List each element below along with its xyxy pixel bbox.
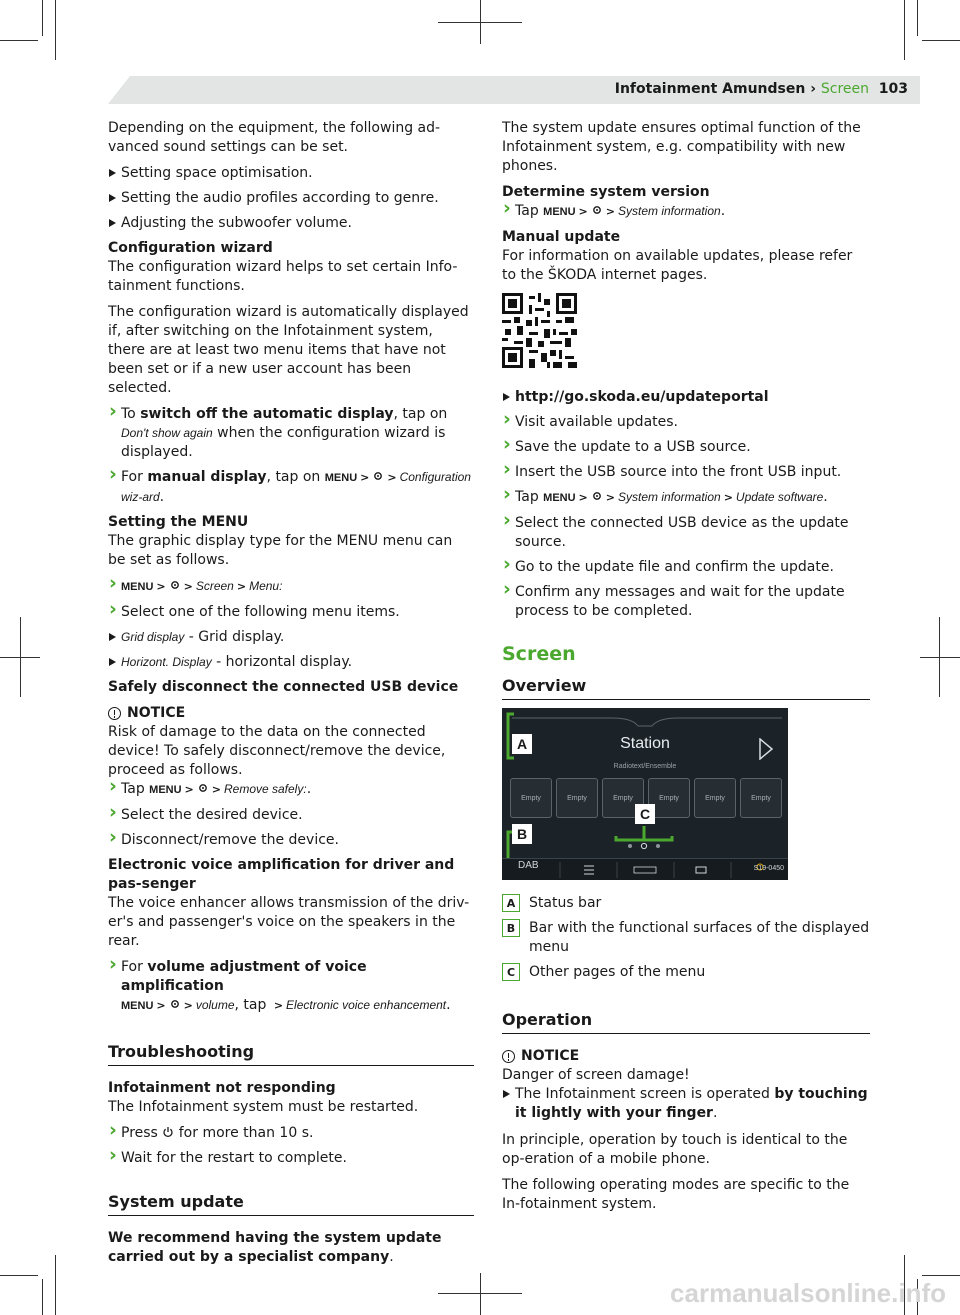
step-select-item: › Select one of the following menu items. (108, 603, 474, 622)
station-name: Station (620, 735, 670, 752)
notice-icon (502, 1050, 515, 1063)
left-column (108, 119, 474, 1274)
list-item: Adjusting the subwoofer volume. (108, 214, 474, 233)
crop-mark (904, 0, 905, 60)
preset-tile: Empty (648, 778, 690, 818)
menu-key: MENU (324, 472, 358, 484)
step-remove-safely: › Tap MENU > > Remove safely:. (108, 780, 474, 800)
crop-mark (55, 1255, 56, 1315)
step-manual-display: › For manual display, tap on MENU > > Configuration wiz-ard. (108, 468, 474, 507)
menu-key: MENU (149, 784, 182, 796)
crop-mark (920, 657, 960, 658)
step-wait-restart: › Wait for the restart to complete. (108, 1149, 474, 1168)
operation-item (502, 1085, 870, 1123)
menu-key: MENU (121, 581, 154, 593)
text-bold: switch off the automatic display (140, 406, 394, 422)
legend-key: B (502, 919, 520, 937)
text: - horizontal display. (211, 654, 353, 670)
settings-icon (372, 470, 384, 482)
ui-label-menu: Menu: (249, 579, 283, 593)
figure-code: S19-0450 (753, 865, 784, 872)
recommend-text (108, 1229, 474, 1267)
legend-row (502, 963, 870, 982)
step-select-device: › Select the desired device. (108, 806, 474, 825)
step-press-power (108, 1124, 474, 1143)
ui-label-screen: Screen (195, 579, 234, 593)
crop-mark (42, 0, 43, 36)
text: For (121, 469, 148, 485)
manual-update-text: For information on available updates, please refer to the ŠKODA internet pages. (502, 248, 853, 283)
text-bold: by touching it lightly with your finger (515, 1086, 868, 1121)
legend-row (502, 894, 870, 913)
crop-mark (939, 617, 940, 697)
watermark: carmanualsonline.info (670, 1278, 946, 1308)
settings-icon (169, 579, 181, 591)
menu-key: MENU (543, 206, 576, 218)
determine-title: Determine system version (502, 184, 710, 200)
intro-text: Depending on the equipment, the following ad-vanced sound settings can be set. (108, 120, 441, 155)
step-visit: › Visit available updates. (502, 413, 870, 432)
list-item-horizontal (108, 653, 474, 672)
crop-mark (20, 617, 21, 697)
notice-heading (502, 1047, 870, 1066)
wizard-title: Configuration wizard (108, 240, 273, 256)
text: . (712, 1105, 718, 1121)
next-arrow-icon (758, 738, 774, 760)
ui-label-system-information: System information (617, 490, 721, 504)
step-voice-amplification: › For volume adjustment of voice amplification MENU > > volume, tap > Electronic voice enhancement. (108, 958, 474, 1016)
ui-label-configuration-wizard: Configuration wiz-ard (121, 470, 471, 504)
text: . (389, 1249, 394, 1265)
not-responding-title: Infotainment not responding (108, 1080, 336, 1096)
step-disconnect: › Disconnect/remove the device. (108, 831, 474, 850)
power-icon (162, 1126, 174, 1138)
callout-c: C (635, 804, 655, 824)
crop-mark (480, 0, 481, 44)
modes-text: The following operating modes are specific to the In-fotainment system. (502, 1177, 850, 1212)
ui-label-system-information: System information (617, 204, 721, 218)
header-chevron: › (805, 81, 821, 97)
list-item: Setting the audio profiles according to genre. (108, 189, 474, 208)
qr-code-icon (502, 293, 577, 368)
setting-menu-title: Setting the MENU (108, 514, 249, 530)
text: , tap (234, 997, 271, 1013)
callout-b: B (512, 824, 532, 844)
text: Tap (515, 203, 544, 219)
usb-notice-text: Risk of damage to the data on the connected device! To safely disconnect/remove the device, proceed as follows. (108, 724, 446, 778)
principle-text: In principle, operation by touch is identical to the op-eration of a mobile phone. (502, 1132, 848, 1167)
crop-mark (922, 40, 960, 41)
step-menu-path: › MENU > > Screen > Menu: (108, 577, 474, 597)
dab-label: DAB (518, 860, 539, 871)
ui-label-voice-enhancement: Electronic voice enhancement (286, 998, 447, 1012)
text: The Infotainment screen is operated (515, 1086, 775, 1102)
crop-mark (42, 1279, 43, 1315)
crop-mark (0, 40, 38, 41)
header-section: Screen (820, 81, 870, 97)
text: , tap on (393, 406, 448, 422)
list-item: Setting space optimisation. (108, 164, 474, 183)
update-intro: The system update ensures optimal function of the Infotainment system, e.g. compatibility with new phones. (502, 120, 861, 174)
legend-key: C (502, 963, 520, 981)
crop-mark (922, 1275, 960, 1276)
header-title: Infotainment Amundsen (614, 81, 806, 97)
preset-tile: Empty (740, 778, 782, 818)
radiotext: Radiotext/Ensemble (613, 763, 677, 770)
screen-damage-text: Danger of screen damage! (502, 1067, 690, 1083)
page-number: 103 (878, 81, 908, 97)
settings-icon (591, 204, 603, 216)
ui-label-update-software: Update software (735, 490, 824, 504)
text-bold: We recommend having the system update carried out by a specialist company (108, 1230, 442, 1265)
preset-tile: Empty (694, 778, 736, 818)
not-responding-text: The Infotainment system must be restarted. (108, 1099, 419, 1115)
step-update-software: › Tap MENU > > System information > Update software. (502, 488, 870, 508)
menu-key: MENU (121, 1000, 154, 1012)
settings-icon (197, 782, 209, 794)
step-select-usb: › Select the connected USB device as the update source. (502, 514, 870, 552)
ui-label-volume: volume (195, 998, 235, 1012)
legend-text: Status bar (529, 895, 602, 911)
text-bold: manual display (147, 469, 267, 485)
notice-heading (108, 704, 474, 723)
system-update-heading: System update (108, 1192, 474, 1216)
settings-icon (169, 998, 181, 1010)
text: when the configuration wizard is displayed. (121, 425, 446, 460)
text: for more than 10 s. (174, 1125, 314, 1141)
ui-label-remove-safely: Remove safely: (223, 782, 307, 796)
ui-label-dont-show-again: Don't show again (121, 426, 213, 440)
text: Tap (121, 781, 150, 797)
text: Tap (515, 489, 544, 505)
text: For (121, 959, 148, 975)
step-switch-off (108, 405, 474, 462)
settings-icon (591, 490, 603, 502)
voice-text: The voice enhancer allows transmission of the driv-er's and passenger's voice on the speakers in the rear. (108, 895, 470, 949)
legend-key: A (502, 894, 520, 912)
preset-tile: Empty (556, 778, 598, 818)
function-bar-icons (502, 859, 788, 880)
usb-title: Safely disconnect the connected USB device (108, 679, 459, 695)
crop-mark (55, 0, 56, 60)
step-system-information: › Tap MENU > > System information. (502, 202, 870, 222)
list-item-grid (108, 628, 474, 647)
step-goto-file: › Go to the update file and confirm the update. (502, 558, 870, 577)
legend-text: Bar with the functional surfaces of the displayed menu (529, 920, 870, 955)
page-indicator (614, 824, 674, 854)
screen-heading: Screen (502, 643, 576, 665)
step-save-usb: › Save the update to a USB source. (502, 438, 870, 457)
text: - Grid display. (184, 629, 285, 645)
ui-label-grid-display: Grid display (121, 630, 185, 644)
preset-tile: Empty (510, 778, 552, 818)
text: To (121, 406, 141, 422)
manual-update-title: Manual update (502, 229, 621, 245)
text: Press (121, 1125, 163, 1141)
crop-mark (0, 1275, 38, 1276)
infotainment-screen-figure (502, 708, 788, 880)
function-bar (502, 858, 788, 880)
step-confirm: › Confirm any messages and wait for the update process to be completed. (502, 583, 870, 621)
overview-heading: Overview (502, 676, 870, 700)
wizard-text: The configuration wizard helps to set certain Info-tainment functions. (108, 259, 458, 294)
step-insert-usb: › Insert the USB source into the front USB input. (502, 463, 870, 482)
notice-icon (108, 707, 121, 720)
notice-label: NOTICE (127, 705, 186, 721)
text-bold: volume adjustment of voice amplification (121, 959, 367, 994)
wizard-auto-text: The configuration wizard is automatically displayed if, after switching on the Infotainment system, there are at least two menu items that have not been set or if a new user account has been selected. (108, 304, 469, 396)
callout-a: A (512, 734, 532, 754)
setting-menu-text: The graphic display type for the MENU menu can be set as follows. (108, 533, 453, 568)
ui-label-horizontal-display: Horizont. Display (121, 655, 212, 669)
operation-heading: Operation (502, 1010, 870, 1034)
troubleshooting-heading: Troubleshooting (108, 1042, 474, 1066)
update-portal-link[interactable]: http://go.skoda.eu/updateportal (502, 388, 870, 407)
running-header (615, 81, 908, 97)
legend-text: Other pages of the menu (529, 964, 706, 980)
preset-tile: Empty (602, 778, 644, 818)
crop-mark (917, 0, 918, 36)
legend-row (502, 919, 870, 957)
voice-title: Electronic voice amplification for driver and pas-senger (108, 857, 455, 892)
right-column (502, 119, 870, 1221)
crop-mark (480, 1273, 481, 1315)
menu-key: MENU (543, 492, 576, 504)
text: , tap on (266, 469, 325, 485)
notice-label: NOTICE (521, 1048, 580, 1064)
